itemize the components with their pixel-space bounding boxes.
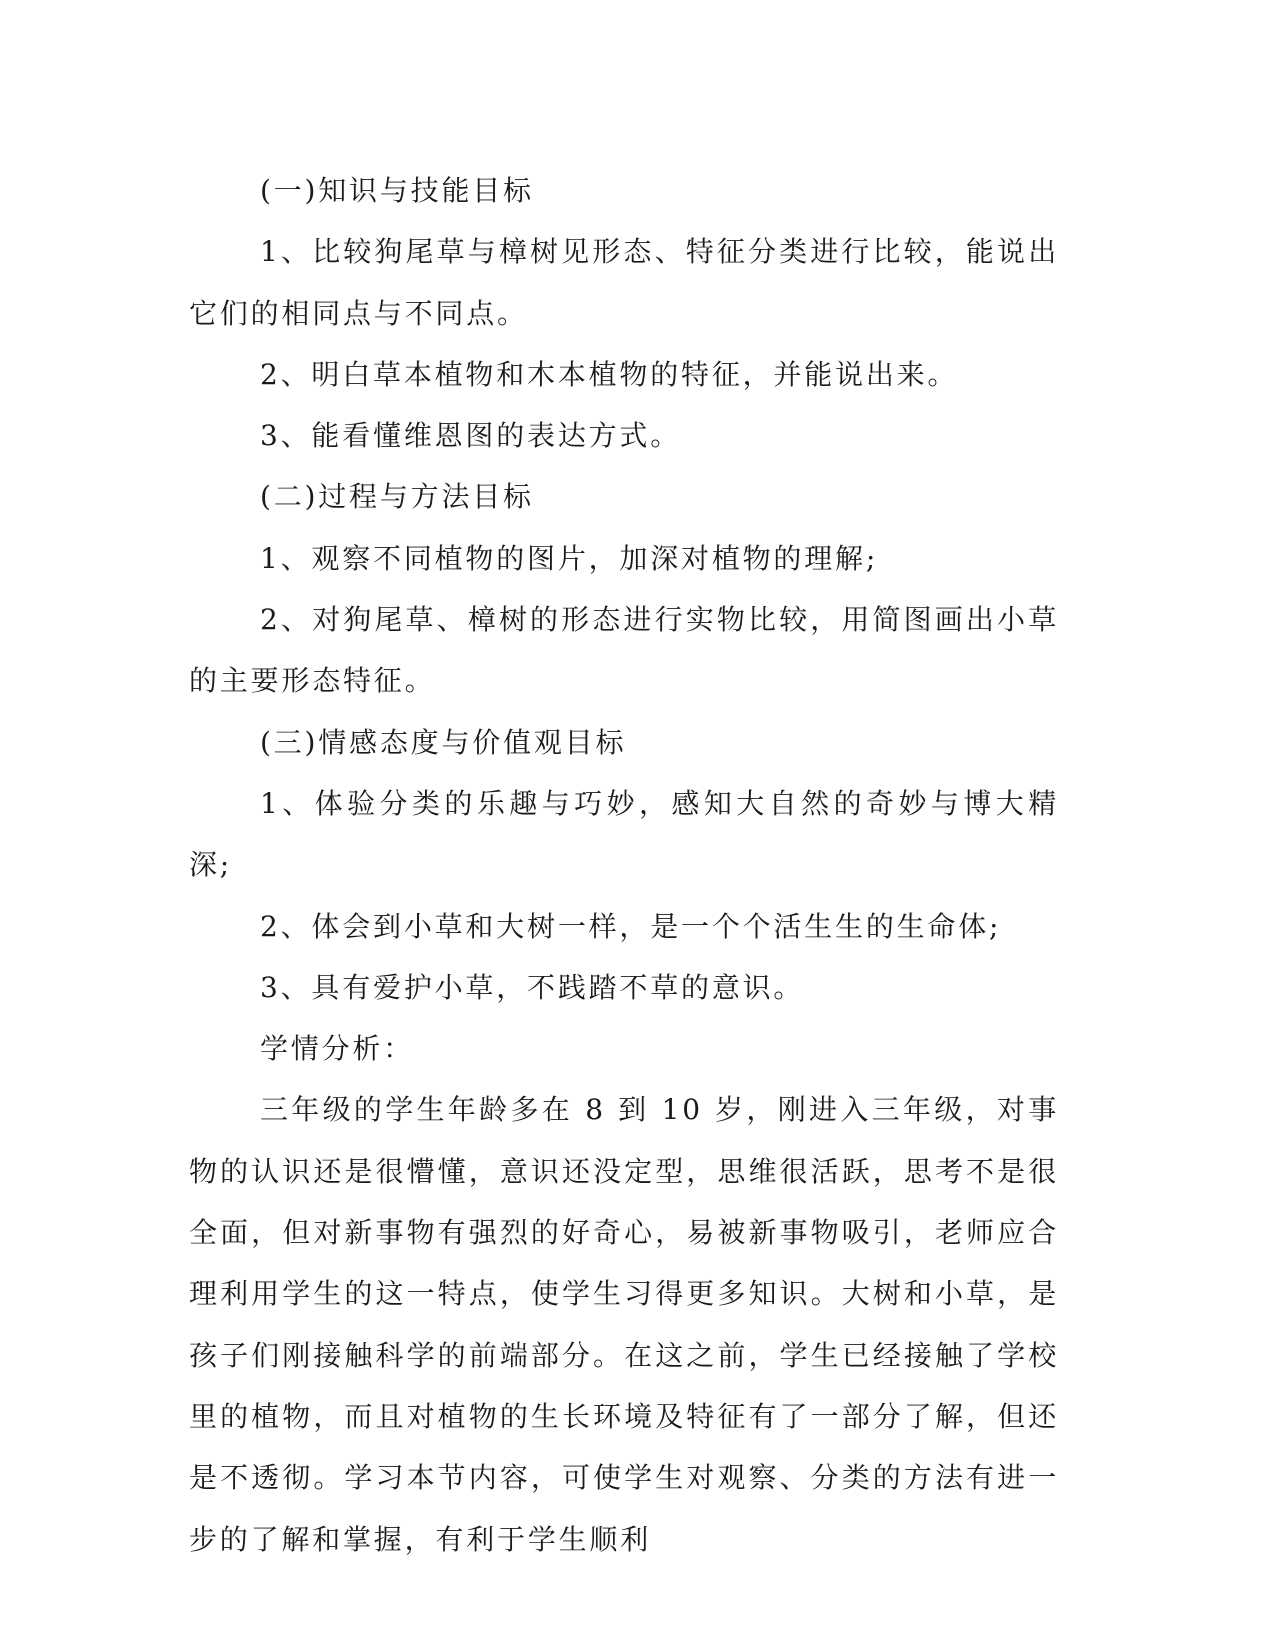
process-item-2: 2、对狗尾草、樟树的形态进行实物比较，用简图画出小草的主要形态特征。 xyxy=(189,603,1059,698)
heading-process-method: (二)过程与方法目标 xyxy=(260,480,534,514)
emotion-item-1: 1、体验分类的乐趣与巧妙，感知大自然的奇妙与博大精深; xyxy=(189,786,1059,882)
heading-emotion-values: (三)情感态度与价值观目标 xyxy=(260,725,627,759)
knowledge-item-3: 3、能看懂维恩图的表达方式。 xyxy=(260,419,682,453)
knowledge-item-1: 1、比较狗尾草与樟树见形态、特征分类进行比较，能说出它们的相同点与不同点。 xyxy=(189,235,1059,330)
heading-knowledge-skills: (一)知识与技能目标 xyxy=(260,174,534,207)
knowledge-item-2: 2、明白草本植物和木本植物的特征，并能说出来。 xyxy=(260,357,959,391)
student-analysis-paragraph: 三年级的学生年龄多在 8 到 10 岁，刚进入三年级，对事物的认识还是很懵懂，意识还没定型，思维很活跃，思考不是很全面，但对新事物有强烈的好奇心，易被新事物吸引，老师应合理利用学生的这一特点，使学生习得更多知识。大树和小草，是孩子们刚接触科学的前端部分。在这之前，学生已经接触了学校里的植物，而且对植物的生长环境及特征有了一部分了解，但还是不透彻。学习本节内容，可使学生对观察、分类的方法有进一步的了解和掌握，有利于学生顺利 xyxy=(189,1093,1059,1556)
emotion-item-3: 3、具有爱护小草，不践踏不草的意识。 xyxy=(260,970,805,1004)
document-body xyxy=(189,160,1059,1570)
heading-student-analysis: 学情分析： xyxy=(260,1032,415,1066)
emotion-item-2: 2、体会到小草和大树一样，是一个个活生生的生命体; xyxy=(260,909,1002,943)
process-item-1: 1、观察不同植物的图片，加深对植物的理解; xyxy=(260,541,879,575)
